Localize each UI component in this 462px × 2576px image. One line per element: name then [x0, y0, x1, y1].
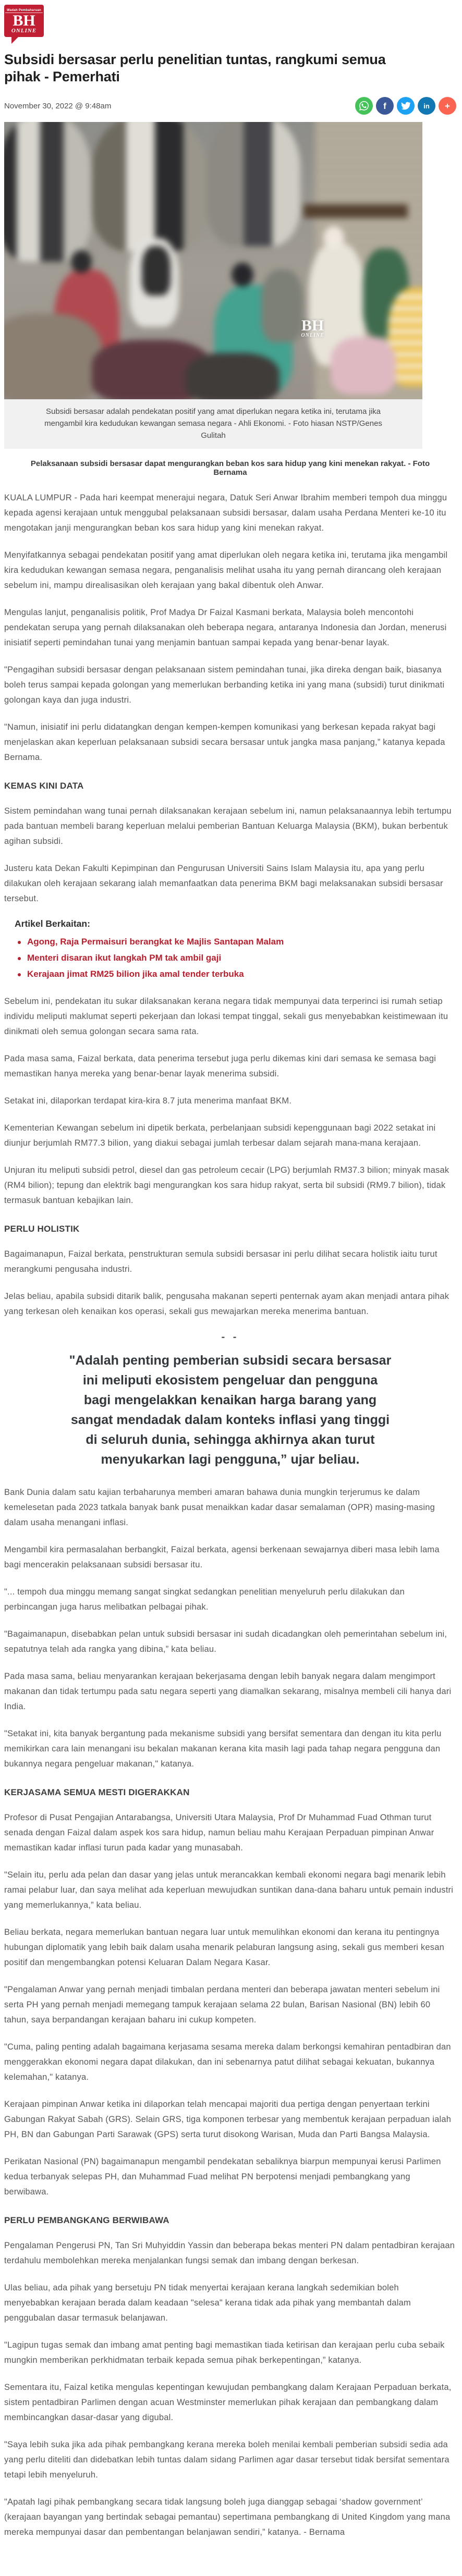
section-heading: KEMAS KINI DATA: [4, 781, 84, 791]
publish-date: November 30, 2022 @ 9:48am: [4, 101, 112, 111]
article-figure: [4, 122, 422, 449]
linkedin-share-button[interactable]: [418, 97, 435, 115]
related-article-item: [15, 969, 456, 979]
article-paragraph: "Bagaimanapun, disebabkan pelan untuk subsidi bersasar ini sudah dicadangkan oleh pemerintahan sebelum ini, sepatutnya telah ada rangka yang dibina,” kata beliau.: [4, 1629, 447, 1654]
article-paragraph: "Saya lebih suka jika ada pihak pembangkang kerana mereka boleh menilai kembali pemberian subsidi sedia ada yang perlu diteliti dan didebatkan lebih tuntas dalam sidang Parlimen agar dasar tersebut tidak bersifat sementara tetapi lebih menyeluruh.: [4, 2440, 449, 2480]
article-paragraph: "Setakat ini, kita banyak bergantung pada mekanisme subsidi yang bersifat sementara dan dengan itu kita perlu memikirkan cara lain menangani isu bekalan makanan kerana kita masih lagi pada tahap negara pengguna dan bukannya negara pengeluar makanan," katanya.: [4, 1729, 442, 1769]
article-paragraph: Bank Dunia dalam satu kajian terbaharunya memberi amaran bahawa dunia mungkin terjerumus ke dalam kemelesetan pada 2023 tatkala banyak bank pusat menaikkan kadar dasar semalaman (OPR) masing-masing dalam usaha menangani inflasi.: [4, 1488, 435, 1527]
related-article-link[interactable]: Menteri disaran ikut langkah PM tak ambil gaji: [27, 953, 222, 963]
article-paragraph: Jelas beliau, apabila subsidi ditarik balik, pengusaha makanan seperti penternak ayam akan menjadi antara pihak yang terkesan oleh kenaikan kos operasi, sekali gus mewajarkan mereka menerima bantuan.: [4, 1292, 449, 1316]
article-paragraph: "Namun, inisiatif ini perlu didatangkan dengan kempen-kempen komunikasi yang berkesan kepada rakyat bagi menjelaskan akan keperluan pelaksanaan subsidi secara bersasar untuk jangka masa panjang,” katanya kepada Bernama.: [4, 722, 445, 762]
quote-divider: - -: [221, 1331, 239, 1343]
more-share-button[interactable]: [439, 97, 456, 115]
article-paragraph: Sebelum ini, pendekatan itu sukar dilaksanakan kerana negara tidak mempunyai data terperinci isi rumah setiap individu meliputi maklumat seperti pekerjaan dan lokasi tempat tinggal, sekali gus menyebabkan keistimewaan itu dinikmati oleh semua golongan secara sama rata.: [4, 997, 448, 1036]
article-paragraph: "Pengalaman Anwar yang pernah menjadi timbalan perdana menteri dan beberapa jawatan menteri sebelum ini serta PH yang pernah menjadi memegang tampuk kerajaan selama 22 bulan, Barisan Nasional (BN) lebih 60 tahun, saya berpandangan kerajaan baharu ini cukup kompeten.: [4, 1985, 440, 2025]
logo-speech-bubble: [4, 5, 44, 37]
article-paragraph: Mengulas lanjut, penganalisis politik, Prof Madya Dr Faizal Kasmani berkata, Malaysia boleh mencontohi pendekatan serupa yang pernah dilaksanakan oleh beberapa negara, antaranya Indonesia dan Jordan, menerusi inisiatif seperti pemindahan tunai yang menjamin bantuan sampai kepada yang benar-benar layak.: [4, 608, 447, 647]
related-article-link[interactable]: Kerajaan jimat RM25 bilion jika amal tender terbuka: [27, 969, 244, 979]
related-article-item: [15, 953, 456, 963]
photo-caption-box: [4, 399, 422, 449]
pull-quote-text: "Adalah penting pemberian subsidi secara bersasar ini meliputi ekosistem pengeluar dan pengguna bagi mengelakkan kenaikan harga barang yang sangat mendadak dalam konteks inflasi yang tinggi di seluruh dunia, sehingga akhirnya akan turut menyukarkan lagi pengguna,” ujar beliau.: [69, 1353, 392, 1467]
page-title: Subsidi bersasar perlu penelitian tuntas, rangkumi semua pihak - Pemerhati: [4, 52, 386, 84]
photo-caption: Subsidi bersasar adalah pendekatan positif yang amat diperlukan negara ketika ini, terutama jika mengambil kira kedudukan kewangan semasa negara - Ahli Ekonomi. - Foto hiasan NSTP/Genes Gulitah: [44, 407, 382, 440]
logo-bubble-tail: [11, 36, 19, 44]
section-heading: KERJASAMA SEMUA MESTI DIGERAKKAN: [4, 1787, 190, 1797]
article-paragraph: Kementerian Kewangan sebelum ini dipetik berkata, perbelanjaan subsidi kepenggunaan bagi 2022 setakat ini diunjur berjumlah RM77.3 bilion, yang diakui sebagai jumlah terbesar dalam sejarah mana-mana kerajaan.: [4, 1123, 436, 1148]
article-paragraph: Profesor di Pusat Pengajian Antarabangsa, Universiti Utara Malaysia, Prof Dr Muhammad Fuad Othman turut senada dengan Faizal dalam aspek kos sara hidup, namun beliau mahu Kerajaan Perpaduan pimpinan Anwar memastikan kadar inflasi turun pada kadar yang munasabah.: [4, 1813, 434, 1853]
twitter-icon: [401, 101, 410, 111]
section-heading: PERLU HOLISTIK: [4, 1224, 80, 1234]
facebook-icon: f: [383, 101, 386, 111]
article-photo: [4, 122, 422, 399]
article-paragraph: Mengambil kira permasalahan berbangkit, Faizal berkata, agensi berkenaan sewajarnya diberi masa lebih lama bagi mencerakin pelaksanaan subsidi bersasar itu.: [4, 1545, 440, 1569]
article-paragraph: "Lagipun tugas semak dan imbang amat penting bagi memastikan tiada ketirisan dan kerajaan perlu cuba sebaik mungkin memberikan perkhidmatan terbaik kepada semua pihak berkepentingan,” katanya.: [4, 2340, 445, 2365]
related-articles: [15, 918, 456, 979]
logo-tagline: Wadah Pembaharuan: [5, 9, 43, 13]
bh-online-logo[interactable]: [4, 5, 44, 44]
logo-online-text: ONLINE: [11, 28, 37, 34]
article-paragraph: Sistem pemindahan wang tunai pernah dilaksanakan kerajaan sebelum ini, namun pelaksanaannya lebih tertumpu pada bantuan membeli barang keperluan melalui pemberian Bantuan Keluarga Malaysia (BKM), bukan berbentuk agihan subsidi.: [4, 806, 452, 846]
article-paragraph: KUALA LUMPUR - Pada hari keempat menerajui negara, Datuk Seri Anwar Ibrahim memberi tempoh dua minggu kepada agensi kerajaan untuk menggubal pelaksanaan subsidi bersasar, dalam usaha Perdana Menteri ke-10 itu mengotakan janji mengurangkan beban kos sara hidup yang kini menekan rakyat.: [4, 493, 447, 533]
section-heading: PERLU PEMBANGKANG BERWIBAWA: [4, 2215, 169, 2225]
article-paragraph: "Apatah lagi pihak pembangkang secara tidak langsung boleh juga dianggap sebagai ‘shadow government’ (kerajaan bayangan yang bertindak sebagai pemantau) sepertimana pembangkang di United Kingdom yang mana mereka mempunyai dasar dan pembentangan belanjawan sendiri,” katanya. - Bernama: [4, 2497, 451, 2537]
article-paragraph: Sementara itu, Faizal ketika mengulas kepentingan kewujudan pembangkang dalam Kerajaan Perpaduan berkata, sistem pentadbiran Parlimen dengan acuan Westminster memerlukan pihak kerajaan dan pembangkang dalam membincangkan dasar-dasar yang digubal.: [4, 2383, 452, 2422]
article-paragraph: "... tempoh dua minggu memang sangat singkat sedangkan penelitian menyeluruh perlu dilakukan dan perbincangan juga harus melibatkan pelbagai pihak.: [4, 1587, 405, 1612]
article-paragraph: "Pengagihan subsidi bersasar dengan pelaksanaan sistem pemindahan tunai, jika direka dengan baik, biasanya boleh terus sampai kepada golongan yang memerlukan berbanding ketika ini yang mana (subsidi) turut dinikmati golongan kaya dan juga industri.: [4, 665, 445, 705]
share-buttons: [355, 97, 456, 115]
article-paragraph: Kerajaan pimpinan Anwar ketika ini dilaporkan telah mencapai majoriti dua pertiga dengan penyertaan terkini Gabungan Rakyat Sabah (GRS). Selain GRS, tiga komponen terbesar yang membentuk kerajaan perpaduan ialah PH, BN dan Gabungan Parti Sarawak (GPS) serta turut disokong Warisan, Muda dan Parti Bangsa Malaysia.: [4, 2100, 452, 2139]
article-paragraph: Bagaimanapun, Faizal berkata, penstrukturan semula subsidi bersasar ini perlu dilihat secara holistik iaitu turut merangkumi pengusaha industri.: [4, 1249, 437, 1274]
article-paragraph: Pada masa sama, beliau menyarankan kerajaan bekerjasama dengan lebih banyak negara dalam mengimport makanan dan tidak tertumpu pada satu negara seperti yang diamalkan sekarang, misalnya membeli cili hanya dari India.: [4, 1672, 452, 1711]
whatsapp-share-button[interactable]: [355, 97, 373, 115]
article-paragraph: Ulas beliau, ada pihak yang bersetuju PN tidak menyertai kerajaan kerana langkah sedemikian boleh menyebabkan kerajaan berada dalam keadaan "selesa" kerana tidak ada pihak yang membantah dalam penggubalan dasar termasuk belanjawan.: [4, 2283, 411, 2323]
related-article-item: [15, 937, 456, 947]
article-paragraph: Justeru kata Dekan Fakulti Kepimpinan dan Pengurusan Universiti Sains Islam Malaysia itu, apa yang perlu dilakukan oleh kerajaan sekarang ialah memanfaatkan data penerima BKM bagi melaksanakan subsidi bersasar tersebut.: [4, 864, 443, 903]
logo-bh-text: BH: [13, 12, 35, 29]
pull-quote: [4, 1331, 456, 1469]
article-paragraph: Pada masa sama, Faizal berkata, data penerima tersebut juga perlu dikemas kini dari semasa ke semasa bagi memastikan hanya mereka yang benar-benar layak menerima subsidi.: [4, 1054, 436, 1078]
whatsapp-icon: [359, 101, 369, 111]
photo-crowd-scene: [4, 122, 422, 399]
twitter-share-button[interactable]: [397, 97, 415, 115]
related-article-link[interactable]: Agong, Raja Permaisuri berangkat ke Majlis Santapan Malam: [27, 937, 284, 947]
meta-row: [4, 97, 456, 115]
lead-caption: Pelaksanaan subsidi bersasar dapat mengurangkan beban kos sara hidup yang kini menekan rakyat. - Foto Bernama: [30, 459, 430, 477]
article-paragraph: Perikatan Nasional (PN) bagaimanapun mengambil pendekatan sebaliknya biarpun mempunyai kerusi Parlimen kedua terbanyak selepas PH, dan Muhammad Fuad melihat PN berpotensi menjadi pembangkang yang berwibawa.: [4, 2157, 441, 2197]
article-paragraph: Pengalaman Pengerusi PN, Tan Sri Muhyiddin Yassin dan beberapa bekas menteri PN dalam pentadbiran kerajaan terdahulu membolehkan mereka menjalankan fungsi semak dan imbang dengan berkesan.: [4, 2241, 455, 2265]
article-paragraph: "Cuma, paling penting adalah bagaimana kerjasama sesama mereka dalam berkongsi kemahiran pentadbiran dan menggerakkan ekonomi negara dapat dilakukan, dan ini sebenarnya patut dilihat sebagai kekuatan, bukannya kelemahan," katanya.: [4, 2042, 451, 2082]
article-paragraph: Unjuran itu meliputi subsidi petrol, diesel dan gas petroleum cecair (LPG) berjumlah RM37.3 bilion; minyak masak (RM4 bilion); tepung dan elektrik bagi mengurangkan kos sara hidup rakyat, serta bil subsidi (RM9.7 bilion), tidak termasuk bantuan kebajikan lain.: [4, 1166, 449, 1205]
related-articles-title: Artikel Berkaitan:: [15, 918, 90, 929]
linkedin-icon: in: [423, 102, 430, 110]
article-body: [4, 490, 456, 2540]
article-paragraph: Beliau berkata, negara memerlukan bantuan negara luar untuk memulihkan ekonomi dan kerana itu pentingnya hubungan diplomatik yang lebih baik dalam usaha menarik pelaburan langsung asing, sekali gus memberi kesan positif dan mengembangkan potensi Keluaran Dalam Negara Kasar.: [4, 1928, 444, 1967]
photo-watermark: BH ONLINE: [301, 316, 324, 338]
article-paragraph: Menyifatkannya sebagai pendekatan positif yang amat diperlukan oleh negara ketika ini, terutama jika mengambil kira kedudukan kewangan semasa negara, penganalisis melihat usaha itu yang pernah dirancang oleh kerajaan sebelum ini, mampu direalisasikan oleh kerajaan yang bakal dibentuk oleh Anwar.: [4, 550, 448, 590]
plus-icon: +: [445, 101, 450, 111]
article-paragraph: "Selain itu, perlu ada pelan dan dasar yang jelas untuk merancakkan kembali ekonomi negara bagi menarik lebih ramai pelabur luar, dan saya melihat ada keperluan mewujudkan suntikan dana-dana baharu untuk pemain industri yang memerlukannya,” kata beliau.: [4, 1870, 454, 1910]
article-paragraph: Setakat ini, dilaporkan terdapat kira-kira 8.7 juta menerima manfaat BKM.: [4, 1096, 292, 1106]
facebook-share-button[interactable]: [376, 97, 394, 115]
